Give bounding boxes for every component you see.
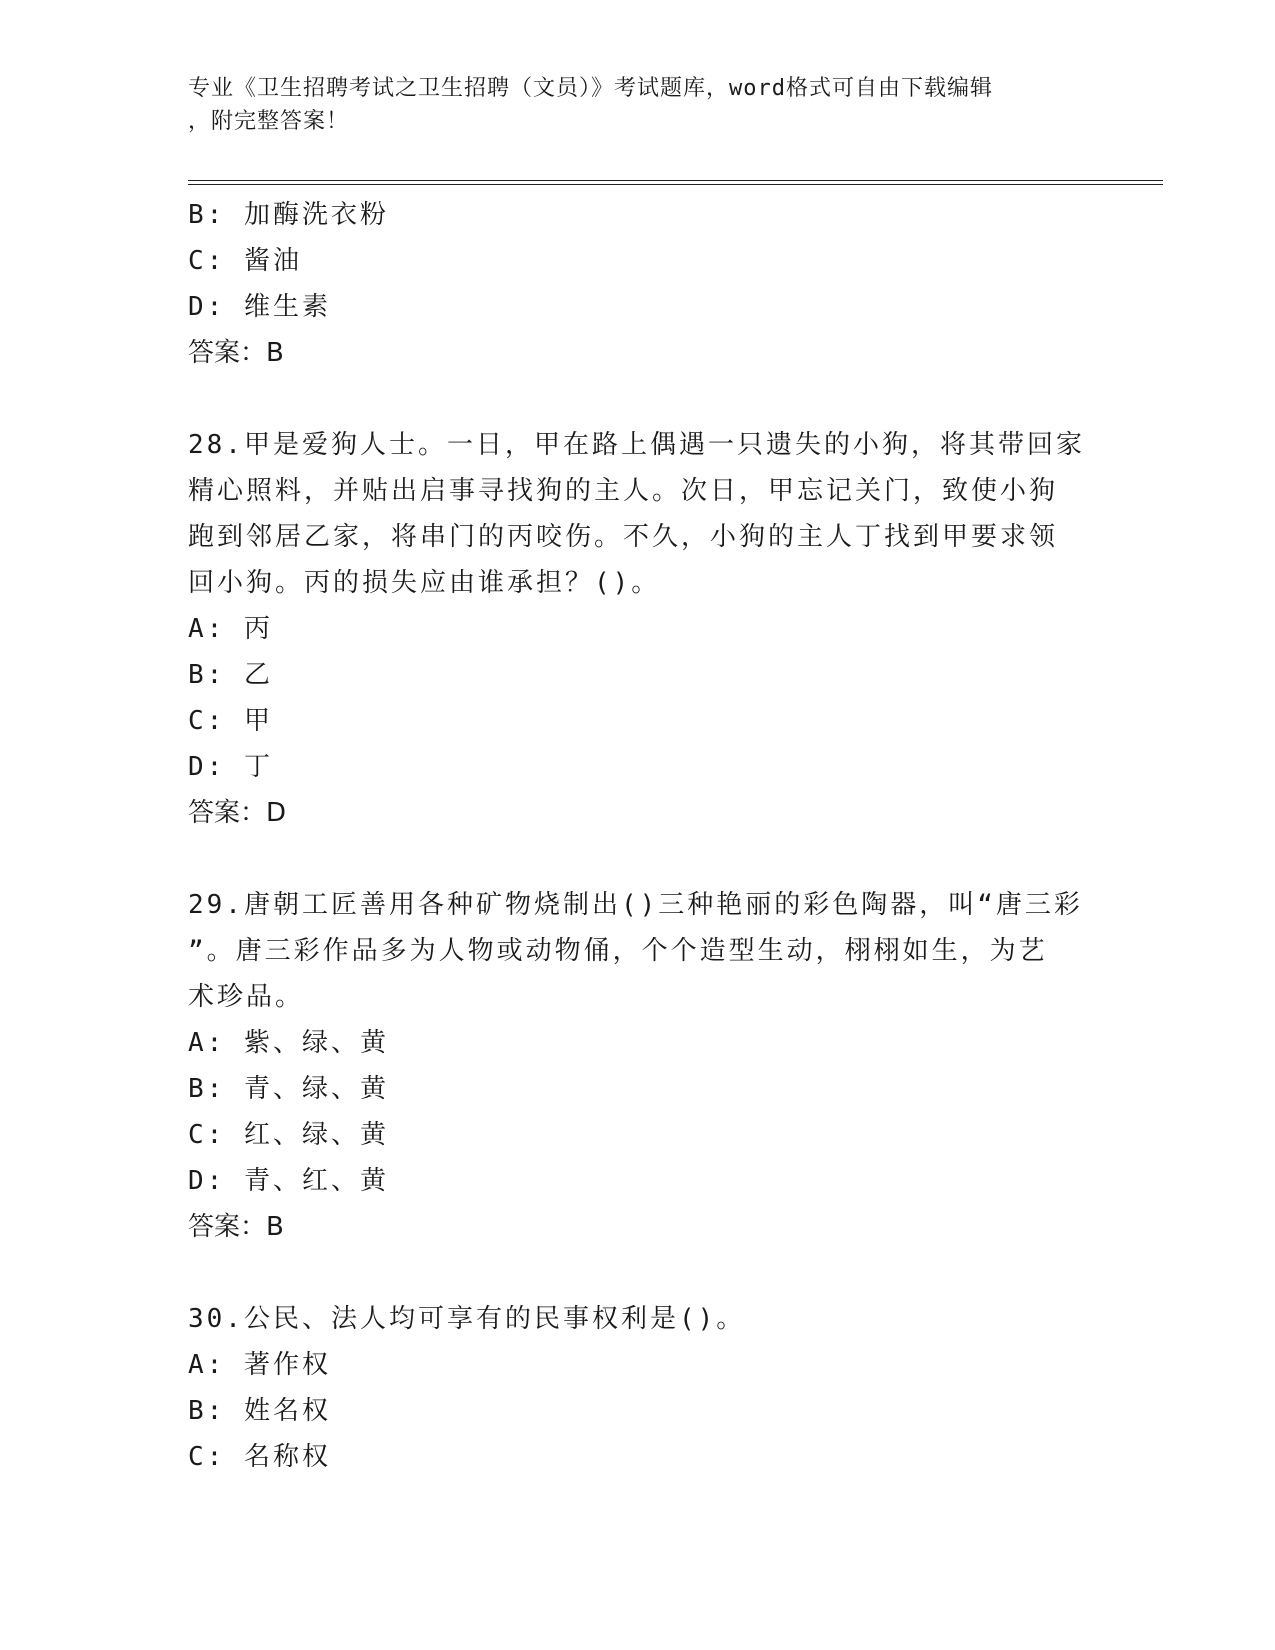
option-d: D: 青、红、黄 [188,1166,389,1196]
option-b: B: 姓名权 [188,1396,331,1426]
question-stem-line: 回小狗。丙的损失应由谁承担？()。 [188,568,661,598]
option-b: B: 乙 [188,660,273,690]
question-stem-line: 28.甲是爱狗人士。一日，甲在路上偶遇一只遗失的小狗，将其带回家 [188,430,1085,460]
option-a: A: 著作权 [188,1350,331,1380]
option-c: C: 酱油 [188,246,302,276]
question-stem-line: 跑到邻居乙家，将串门的丙咬伤。不久，小狗的主人丁找到甲要求领 [188,522,1059,552]
header-line-2: ，附完整答案！ [188,109,350,134]
option-b: B: 加酶洗衣粉 [188,200,389,230]
question-27-tail [188,192,1088,376]
option-c: C: 红、绿、黄 [188,1120,389,1150]
question-stem-line: ”。唐三彩作品多为人物或动物俑，个个造型生动，栩栩如生，为艺 [188,936,1048,966]
question-stem-line: 29.唐朝工匠善用各种矿物烧制出()三种艳丽的彩色陶器，叫“唐三彩 [188,890,1083,920]
question-28 [188,422,1088,836]
header-line-1: 专业《卫生招聘考试之卫生招聘（文员）》考试题库，word格式可自由下载编辑 [188,76,993,101]
spacer [188,1250,1088,1296]
option-a: A: 丙 [188,614,273,644]
document-header [188,72,1088,138]
question-stem-line: 30.公民、法人均可享有的民事权利是()。 [188,1304,746,1334]
answer-line: 答案：B [188,338,284,368]
option-d: D: 维生素 [188,292,331,322]
question-29 [188,882,1088,1250]
answer-line: 答案：B [188,1212,284,1242]
question-stem-line: 精心照料，并贴出启事寻找狗的主人。次日，甲忘记关门，致使小狗 [188,476,1059,506]
spacer [188,836,1088,882]
spacer [188,376,1088,422]
option-c: C: 甲 [188,706,273,736]
question-stem-line: 术珍品。 [188,982,305,1012]
option-a: A: 紫、绿、黄 [188,1028,389,1058]
option-b: B: 青、绿、黄 [188,1074,389,1104]
option-c: C: 名称权 [188,1442,331,1472]
option-d: D: 丁 [188,752,273,782]
header-divider-top [188,180,1163,181]
answer-line: 答案：D [188,798,287,828]
question-content [188,192,1088,1480]
header-divider-bottom [188,184,1163,185]
question-30 [188,1296,1088,1480]
